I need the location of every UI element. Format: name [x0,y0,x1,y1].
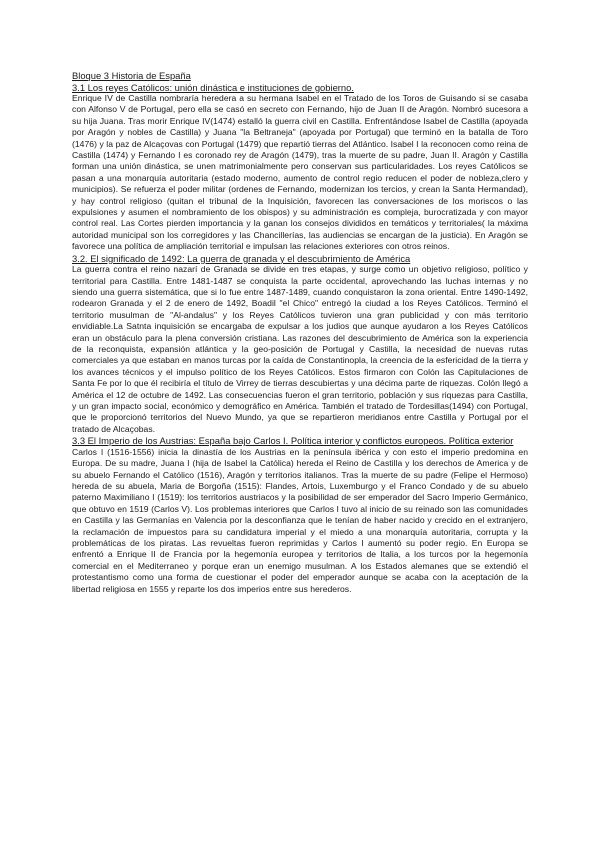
section-paragraph-1: Enrique IV de Castilla nombraría heredera a su hermana Isabel en el Tratado de los Toros de Guisando si se casaba con Alfonso V de Portugal, pero ella se casó en secreto con Fernando, hijo de Juan II de Aragón. Nombró sucesora a su hija Juana. Tras morir Enrique IV(1474) estalló la guerra civil en Castilla. Enfrentándose Isabel de Castilla (apoyada por Aragón y nobles de Castilla) y Juana "la Beltraneja" (apoyada por Portugal) que terminó en la batalla de Toro (1476) y la paz de Alcaçovas con Portugal (1479) que repartió tierras del Atlántico. Isabel I la reconocen como reina de Castilla (1474) y Fernando I es coronado rey de Aragón (1479), tras la muerte de su padre, Juan II. Aragón y Castilla forman una unión dinástica, se unen matrimonialmente pero conservan sus particularidades. Los reyes Católicos se pasan a una monarquía autoritaria (estado moderno, aumento de control regio reducen el poder de nobleza,clero y municipios). Se refuerza el poder militar (ordenes de Fernando, modernizan los tercios, y crean la Santa Hermandad), y hay control religioso (quitan el tribunal de la Inquisición, favorecen las conversaciones de los moriscos o las expulsiones y asumen el nombramiento de los obispos) y su administración es compleja, burocratizada y con mayor control real. Las Cortes pierden importancia y la ganan los consejos divididos en temáticos y territoriales( la máxima autoridad municipal son los corregidores y las Chancillerías, las audiencias se encargan de la justicia). En Aragón se favorece una política de ampliación territorial e impulsan las relaciones exteriores con otros reinos. [72,93,528,252]
section-heading-3: 3.3 El Imperio de los Austrias: España bajo Carlos I. Política interior y conflictos europeos. Política exterior [72,435,514,447]
section-paragraph-2: La guerra contra el reino nazarí de Granada se divide en tres etapas, y surge como un objetivo religioso, político y territorial para Castilla. Entre 1481-1487 se conquista la parte occidental, aprovechando las luchas internas y no siendo una guerra sistemática, que si lo fue entre 1487-1489, cuando conquistaron la zona oriental. Entre 1490-1492, rodearon Granada y el 2 de enero de 1492, Boadil "el Chico" entregó la ciudad a los Reyes Católicos. Terminó el territorio musulman de "Al-andalus" y los Reyes Católicos tuvieron una gran publicidad y con más territorio envidiable.La Satnta inquisición se encargaba de expulsar a los judios que aunque ayudaron a los Reyes Católicos eran un obstáculo para la plena conversión cristiana. Las razones del descubrimiento de América son la experiencia de la reconquista, expansión atlántica y la geo-posición de Portugal y Castilla, la necesidad de nuevas rutas comerciales ya que estaban en manos turcas por la caída de Constantinopla, la creencia de la esfericidad de la tierra y los avances técnicos y el impulso político de los Reyes Católicos. Estos firmaron con Colón las Capitulaciones de Santa Fe por lo que él recibiría el título de Virrey de tierras descubiertas y una décima parte de riquezas. Colón llegó a América el 12 de octubre de 1492. Las consecuencias fueron el gran territorio, población y sus riquezas para Castilla, y un gran impacto social, económico y demográfico en América. También el tratado de Tordesillas(1494) con Portugal, que le proporcionó territorios del Nuevo Mundo, ya que se repartieron meridianos entre Castilla y Portugal por el tratado de Alcaçobas. [72,264,528,434]
section-heading-1: 3.1 Los reyes Católicos: unión dinástica e instituciones de gobierno. [72,81,354,93]
document-title: Bloque 3 Historia de España [72,70,191,81]
section-heading-2: 3.2. El significado de 1492: La guerra de granada y el descubrimiento de América [72,252,411,264]
section-paragraph-3: Carlos I (1516-1556) inicia la dinastía de los Austrias en la península ibérica y con esto el imperio predomina en Europa. De su madre, Juana I (hija de Isabel la Católica) hereda el Reino de Castilla y los derechos de America y de su abuelo Fernando el Católico (1516), Aragón y territorios italianos. Tras la muerte de su padre (Felipe el Hermoso) hereda de su abuela, Maria de Borgoña (1515): Flandes, Artois, Luxemburgo y el Franco Condado y de su abuelo paterno Maximiliano I (1519): los territorios austriacos y la posibilidad de ser emperador del Sacro Imperio Germánico, que obtuvo en 1519 (Carlos V). Los problemas interiores que Carlos I tuvo al inicio de su reinado son las comunidades en Castilla y las Germanías en Valencia por la desconfianza que le tenían de haber nacido y crecido en el extranjero, la reclamación de impuestos para su candidatura imperial y el miedo a una monarquía autoritaria, corrupta y la problemáticas de los piratas. Las revueltas fueron reprimidas y Carlos I aumentó su poder regio. En Europa se enfrentó a Enrique II de Francia por la hegemonía europea y territorios de Italia, a los turcos por la hegemonía comercial en el Mediterraneo y porque eran un enemigo musulman. A los Estados alemanes que se extendió el protestantismo como una forma de cuestionar el poder del emperador aunque se acaba con la aceptación de la libertad religiosa en 1555 y reparte los dos imperios entre sus herederos. [72,446,528,594]
